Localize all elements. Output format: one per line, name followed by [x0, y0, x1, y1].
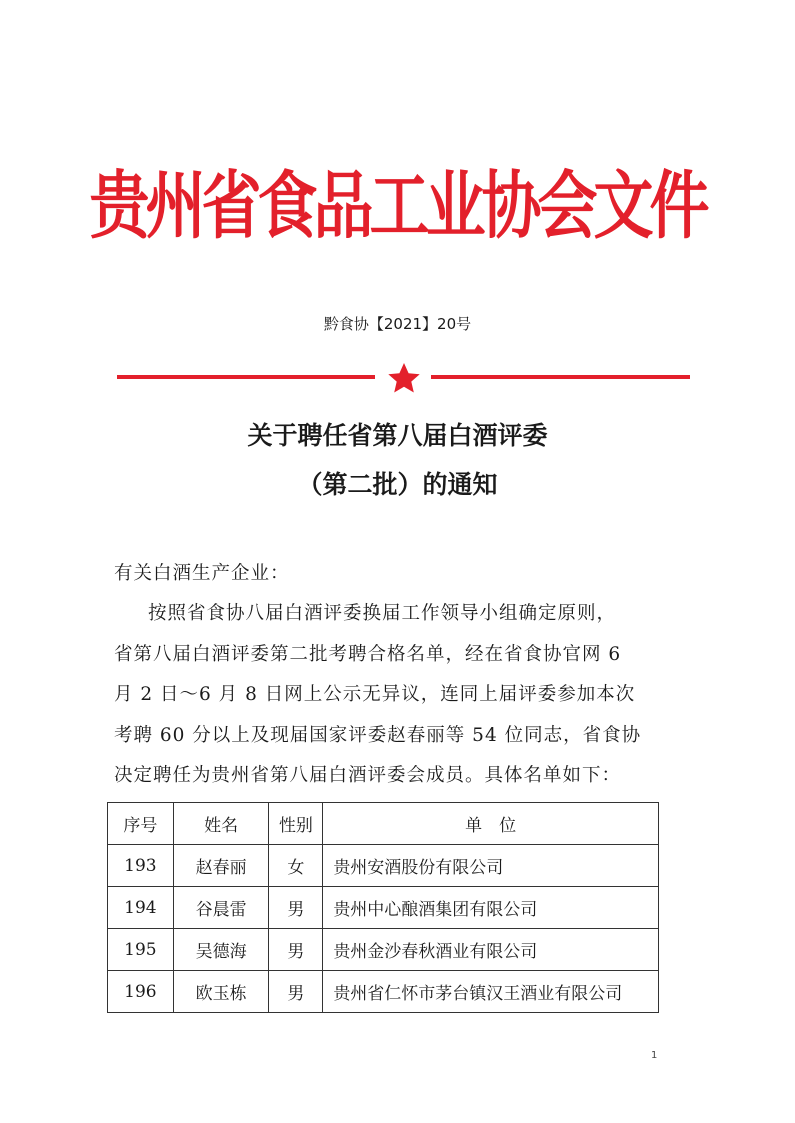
cell-name: 赵春丽 — [173, 845, 269, 887]
header-gender: 性别 — [269, 803, 323, 845]
header-seq: 序号 — [108, 803, 174, 845]
notice-title-line2: （第二批）的通知 — [297, 470, 498, 499]
members-table — [107, 802, 659, 1013]
star-icon — [388, 363, 419, 393]
cell-gender: 男 — [269, 929, 323, 971]
body-line-3: 月 2 日～6 月 8 日网上公示无异议，连同上届评委参加本次 — [114, 684, 636, 705]
cell-name: 吴德海 — [173, 929, 269, 971]
header-name: 姓名 — [173, 803, 269, 845]
divider-line-right — [431, 375, 690, 379]
cell-seq: 193 — [108, 845, 174, 887]
page-number: 1 — [651, 1050, 658, 1061]
doc-number: 黔食协【2021】20号 — [323, 315, 472, 333]
body-line-2: 省第八届白酒评委第二批考聘合格名单，经在省食协官网 6 — [114, 644, 622, 665]
cell-unit: 贵州省仁怀市茅台镇汉王酒业有限公司 — [323, 971, 659, 1013]
cell-seq: 196 — [108, 971, 174, 1013]
body-line-5: 决定聘任为贵州省第八届白酒评委会成员。具体名单如下： — [114, 765, 622, 786]
cell-gender: 男 — [269, 971, 323, 1013]
cell-unit: 贵州金沙春秋酒业有限公司 — [323, 929, 659, 971]
cell-gender: 男 — [269, 887, 323, 929]
cell-gender: 女 — [269, 845, 323, 887]
table-row — [108, 845, 659, 887]
red-divider — [117, 360, 690, 394]
body-line-1: 按照省食协八届白酒评委换届工作领导小组确定原则， — [148, 603, 617, 624]
cell-seq: 195 — [108, 929, 174, 971]
table-row — [108, 887, 659, 929]
cell-name: 谷晨雷 — [173, 887, 269, 929]
table-header-row — [108, 803, 659, 845]
cell-unit: 贵州中心酿酒集团有限公司 — [323, 887, 659, 929]
table-row — [108, 929, 659, 971]
cell-seq: 194 — [108, 887, 174, 929]
notice-title-line1: 关于聘任省第八届白酒评委 — [247, 421, 548, 450]
header-unit: 单 位 — [323, 803, 659, 845]
table-row — [108, 971, 659, 1013]
org-title: 贵州省食品工业协会文件 — [89, 163, 706, 250]
divider-line-left — [117, 375, 375, 379]
cell-unit: 贵州安酒股份有限公司 — [323, 845, 659, 887]
cell-name: 欧玉栋 — [173, 971, 269, 1013]
body-line-4: 考聘 60 分以上及现届国家评委赵春丽等 54 位同志，省食协 — [114, 725, 642, 746]
salutation: 有关白酒生产企业： — [114, 563, 290, 584]
